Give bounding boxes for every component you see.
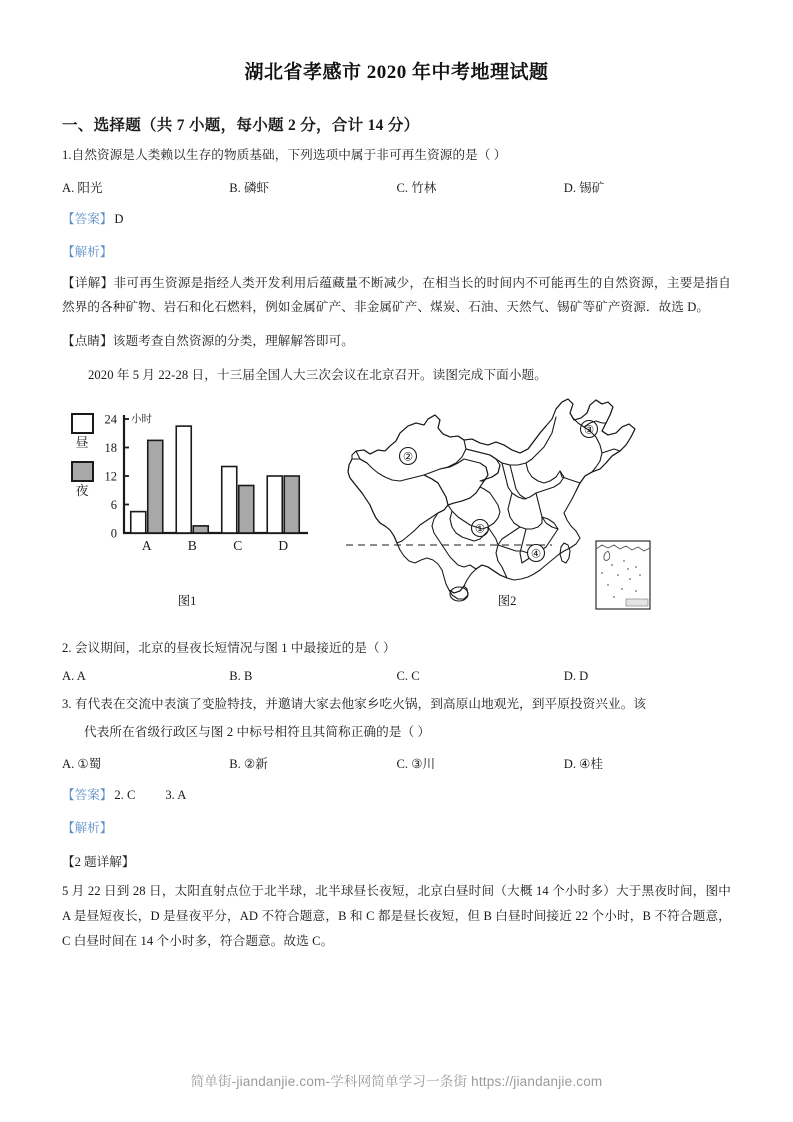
bar-D-夜 [284, 476, 299, 533]
x-axis-tick-A: A [141, 538, 152, 554]
x-axis-tick-C: C [233, 538, 243, 554]
y-axis-tick-6: 6 [110, 498, 117, 513]
bar-A-夜 [148, 440, 163, 533]
page-title: 湖北省孝感市 2020 年中考地理试题 [244, 62, 549, 83]
q1-option-c[interactable]: C. 竹林 [396, 181, 437, 196]
q1-option-d[interactable]: D. 锡矿 [563, 181, 605, 196]
question-3-stem-line2: 代表所在省级行政区与图 2 中标号相符且其简称正确的是（ ） [84, 725, 431, 740]
bar-D-昼 [267, 476, 282, 533]
analysis-label: 【解析】 [62, 245, 113, 259]
question-1-options [62, 177, 731, 196]
y-axis-unit-label: 小时 [131, 414, 152, 426]
bar-B-昼 [176, 426, 191, 533]
q2-option-d[interactable]: D. D [563, 668, 589, 683]
answer-value-q2: 2. C [114, 787, 136, 802]
bar-C-昼 [222, 467, 237, 534]
marker-2-label: ② [402, 451, 414, 464]
footer-watermark: 简单街-jiandanjie.com-学科网简单学习一条街 https://jiandanjie.com [190, 1074, 603, 1089]
bar-A-昼 [131, 512, 146, 533]
q2-option-c[interactable]: C. C [396, 668, 420, 683]
legend-label-night: 夜 [75, 482, 89, 498]
q3-option-c[interactable]: C. ③川 [396, 756, 436, 771]
bar-C-夜 [239, 486, 254, 534]
question-1-stem: 1.自然资源是人类赖以生存的物质基础，下列选项中属于非可再生资源的是（ ） [62, 147, 507, 162]
answer-label-23: 【答案】 [62, 787, 113, 802]
y-axis-tick-18: 18 [104, 441, 117, 456]
marker-4-label: ④ [530, 548, 542, 561]
tip-label: 【点睛】 [62, 333, 113, 348]
marker-3-label: ③ [583, 424, 595, 437]
china-map-svg [340, 393, 680, 623]
questions-23-answer [62, 786, 731, 805]
question-1-analysis-label [62, 243, 731, 262]
bar-chart-svg [92, 405, 310, 565]
q2-option-a[interactable]: A. A [62, 668, 86, 683]
section-header: 一、选择题（共 7 小题，每小题 2 分，合计 14 分） [62, 116, 420, 134]
map-markers [400, 421, 598, 562]
tip-text: 该题考查自然资源的分类，理解解答即可。 [112, 333, 354, 348]
detail-label: 【详解】 [62, 275, 114, 290]
question-2-detail-text: 5 月 22 日到 28 日，太阳直射点位于北半球，北半球昼长夜短，北京白昼时间（大概 14 个小时多）大于黑夜时间，图中 A 是昼短夜长，D 是昼夜平分，AD 不符合题意，B 和 C 都是昼长夜短，但 B 白昼时间接近 22 个小时，B 不符合题意，C 白昼时间在 14 个小时多，符合题意。故选 C。 [62, 884, 731, 948]
q1-option-a[interactable]: A. 阳光 [62, 181, 103, 196]
q1-option-b[interactable]: B. 磷虾 [229, 181, 270, 196]
question-2-detail-label: 【2 题详解】 [62, 855, 135, 870]
question-3-stem-line1: 3. 有代表在交流中表演了变脸特技，并邀请大家去他家乡吃火锅，到高原山地观光，到平原投资兴业。该 [62, 696, 647, 711]
question-2-options [62, 669, 731, 684]
analysis-label-23: 【解析】 [62, 820, 113, 835]
answer-value-q3: 3. A [165, 787, 187, 802]
figure-1-caption: 图1 [177, 594, 197, 609]
marker-1-label: ① [474, 523, 486, 536]
question-2-stem: 2. 会议期间，北京的昼夜长短情况与图 1 中最接近的是（ ） [62, 641, 396, 656]
question-3-options [62, 753, 731, 772]
q3-option-d[interactable]: D. ④桂 [563, 756, 604, 771]
question-1-answer [62, 210, 731, 229]
q3-option-a[interactable]: A. ①蜀 [62, 756, 102, 771]
y-axis-tick-0: 0 [110, 526, 117, 541]
legend-label-day: 昼 [75, 435, 89, 451]
stimulus-paragraph: 2020 年 5 月 22-28 日，十三届全国人大三次会议在北京召开。读图完成下面小题。 [88, 367, 547, 382]
questions-23-analysis-label [62, 819, 731, 838]
bar-B-夜 [193, 526, 208, 533]
legend-swatch-day-icon [71, 413, 94, 434]
question-1-detail [62, 271, 731, 320]
answer-label: 【答案】 [62, 212, 113, 227]
answer-value: D [114, 212, 124, 227]
question-1-tip [62, 329, 731, 354]
y-axis-tick-12: 12 [104, 469, 117, 484]
q2-option-b[interactable]: B. B [229, 668, 253, 683]
detail-text: 非可再生资源是指经人类开发利用后蕴藏量不断减少，在相当长的时间内不可能再生的自然资源，主要是指自然界的各种矿物、岩石和化石燃料，例如金属矿产、非金属矿产、煤炭、石油、天然气、锡矿等矿产资源．故选 D。 [62, 275, 731, 315]
figure-2-caption: 图2 [497, 594, 517, 609]
x-axis-tick-B: B [187, 538, 197, 554]
y-axis-tick-24: 24 [104, 412, 117, 427]
legend-swatch-night-icon [71, 461, 94, 482]
q3-option-b[interactable]: B. ②新 [229, 756, 268, 771]
figures-area [62, 393, 731, 628]
south-china-sea-inset [596, 541, 650, 609]
bar-chart-figure [62, 405, 312, 590]
x-axis-tick-D: D [278, 538, 289, 554]
